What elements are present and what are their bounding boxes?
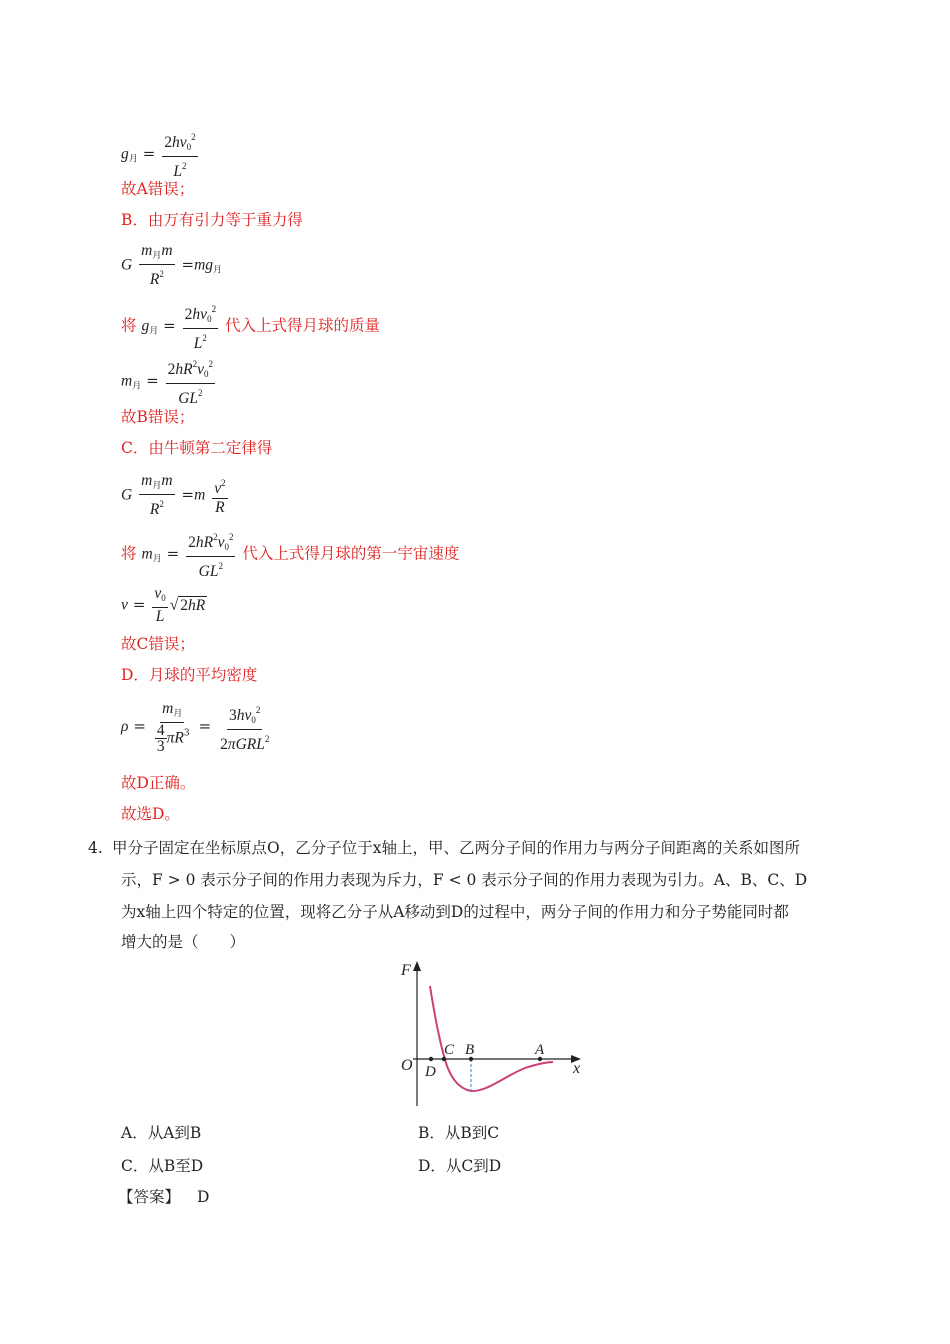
sol-b-head: B．由万有引力等于重力得 xyxy=(121,211,303,229)
option-c[interactable]: C．从B至D xyxy=(121,1157,204,1175)
question-line-4: 增大的是（ ） xyxy=(121,933,246,951)
formula-gravity-eq: G $m_月m$ $R^2$ $=mg_月$ xyxy=(121,242,223,288)
answer-label: 【答案】 xyxy=(118,1188,181,1206)
question-line-3: 为x轴上四个特定的位置，现将乙分子从A移动到D的过程中，两分子间的作用力和分子势能同时都 xyxy=(121,903,789,921)
sub-pre-b: 将 xyxy=(121,316,137,335)
x-axis-label: x xyxy=(573,1060,581,1077)
answer-value: D xyxy=(196,1188,210,1206)
question-line-2: 示，F > 0 表示分子间的作用力表现为斥力，F < 0 表示分子间的作用力表现为引力。A、B、C、D xyxy=(121,871,808,889)
label-c: C xyxy=(444,1042,455,1058)
option-a[interactable]: A．从A到B xyxy=(121,1124,202,1142)
label-b: B xyxy=(465,1042,475,1058)
y-axis-arrow xyxy=(413,961,421,971)
sol-d-right: 故D正确。 xyxy=(121,774,196,792)
sol-d-head: D．月球的平均密度 xyxy=(121,666,258,684)
sub-pre-c: 将 xyxy=(121,544,137,563)
sub-post-b: 代入上式得月球的质量 xyxy=(225,316,381,335)
force-curve xyxy=(430,986,553,1091)
question-line-1: 甲分子固定在坐标原点O，乙分子位于x轴上，甲、乙两分子间的作用力与两分子间距离的关系如图所 xyxy=(112,839,800,857)
label-a: A xyxy=(535,1042,545,1058)
option-b[interactable]: B．从B到C xyxy=(418,1124,500,1142)
sol-a-wrong: 故A错误； xyxy=(121,180,195,198)
sol-c-wrong: 故C错误； xyxy=(121,635,195,653)
sol-c-substitute: 将 $m_月$ = $\frac{2hR^2v_0^2}{GL^2}$ 代入上式得月球的第一宇宙速度 xyxy=(121,528,459,581)
formula-newton: G $m_月m$ $R^2$ =m $\frac{v^2}{R}$ xyxy=(121,472,226,518)
sub-post-c: 代入上式得月球的第一宇宙速度 xyxy=(242,544,460,563)
question-number: 4. xyxy=(88,839,103,857)
formula-first-cosmic-speed: v = $\frac{v_0}{L}$ √ 2hR xyxy=(121,585,206,625)
origin-label: O xyxy=(401,1057,413,1074)
label-d: D xyxy=(425,1064,436,1080)
answer-line xyxy=(118,1185,209,1207)
formula-g-moon: $g_月$ = $\frac{2hv_0^2}{L^2}$ xyxy=(121,128,200,181)
sol-b-wrong: 故B错误； xyxy=(121,408,195,426)
formula-density: ρ = $m_月$ $\frac{4}{3}$ $\pi R^3$ = $3hv_0^2$ 2πGRL$^2$ xyxy=(121,700,270,755)
y-axis-label: F xyxy=(401,962,411,979)
sol-c-head: C．由牛顿第二定律得 xyxy=(121,439,273,457)
formula-moon-mass: $m_月$ = $\frac{2hR^2v_0^2}{GL^2}$ xyxy=(121,355,217,408)
point-d xyxy=(429,1057,433,1061)
sol-b-substitute: 将 $g_月$ = $\frac{2hv_0^2}{L^2}$ 代入上式得月球的质量 xyxy=(121,300,380,353)
sol-choose: 故选D。 xyxy=(121,805,180,823)
force-distance-graph xyxy=(395,958,595,1108)
option-d[interactable]: D．从C到D xyxy=(418,1157,502,1175)
